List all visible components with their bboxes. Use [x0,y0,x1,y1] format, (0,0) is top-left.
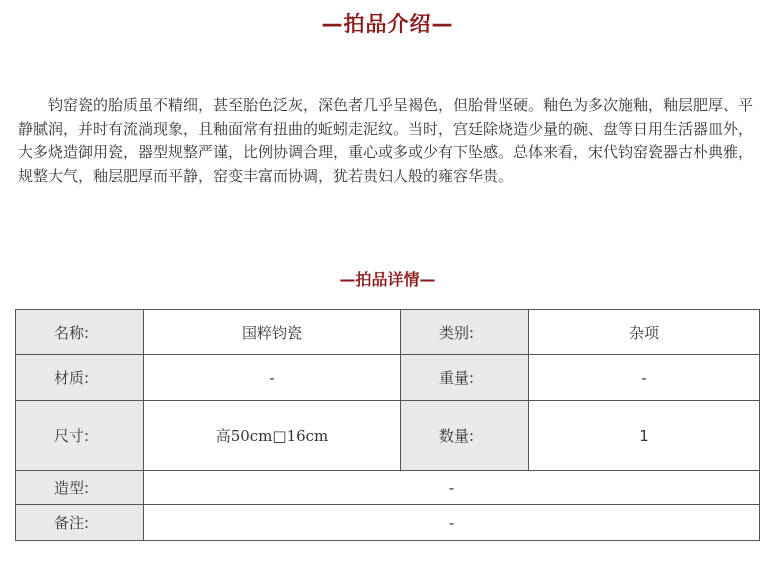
shape-value: - [144,471,760,505]
table-row [16,355,760,401]
quantity-label: 数量: [401,401,529,471]
intro-title: —拍品介绍— [321,12,454,36]
table-row [16,310,760,355]
material-value: - [144,355,401,401]
note-value: - [144,505,760,541]
size-value: 高50cm□16cm [144,401,401,471]
shape-label: 造型: [16,471,144,505]
material-label: 材质: [16,355,144,401]
name-value: 国粹钧瓷 [144,310,401,355]
details-table [15,309,760,541]
size-label: 尺寸: [16,401,144,471]
table-row [16,505,760,541]
name-label: 名称: [16,310,144,355]
category-label: 类别: [401,310,529,355]
table-row [16,401,760,471]
table-row [16,471,760,505]
quantity-value: 1 [529,401,760,471]
weight-value: - [529,355,760,401]
category-value: 杂项 [529,310,760,355]
intro-paragraph: 钧窑瓷的胎质虽不精细，甚至胎色泛灰，深色者几乎呈褐色，但胎骨坚硬。釉色为多次施釉，釉层肥厚、平静腻润，并时有流淌现象，且釉面常有扭曲的蚯蚓走泥纹。当时，宫廷除烧造少量的碗、盘等日用生活器皿外，大多烧造御用瓷，器型规整严谨，比例协调合理，重心或多或少有下坠感。总体来看，宋代钧窑瓷器古朴典雅，规整大气，釉层肥厚而平静，窑变丰富而协调，犹若贵妇人般的雍容华贵。 [18,96,754,185]
note-label: 备注: [16,505,144,541]
weight-label: 重量: [401,355,529,401]
details-title: —拍品详情— [339,270,436,289]
